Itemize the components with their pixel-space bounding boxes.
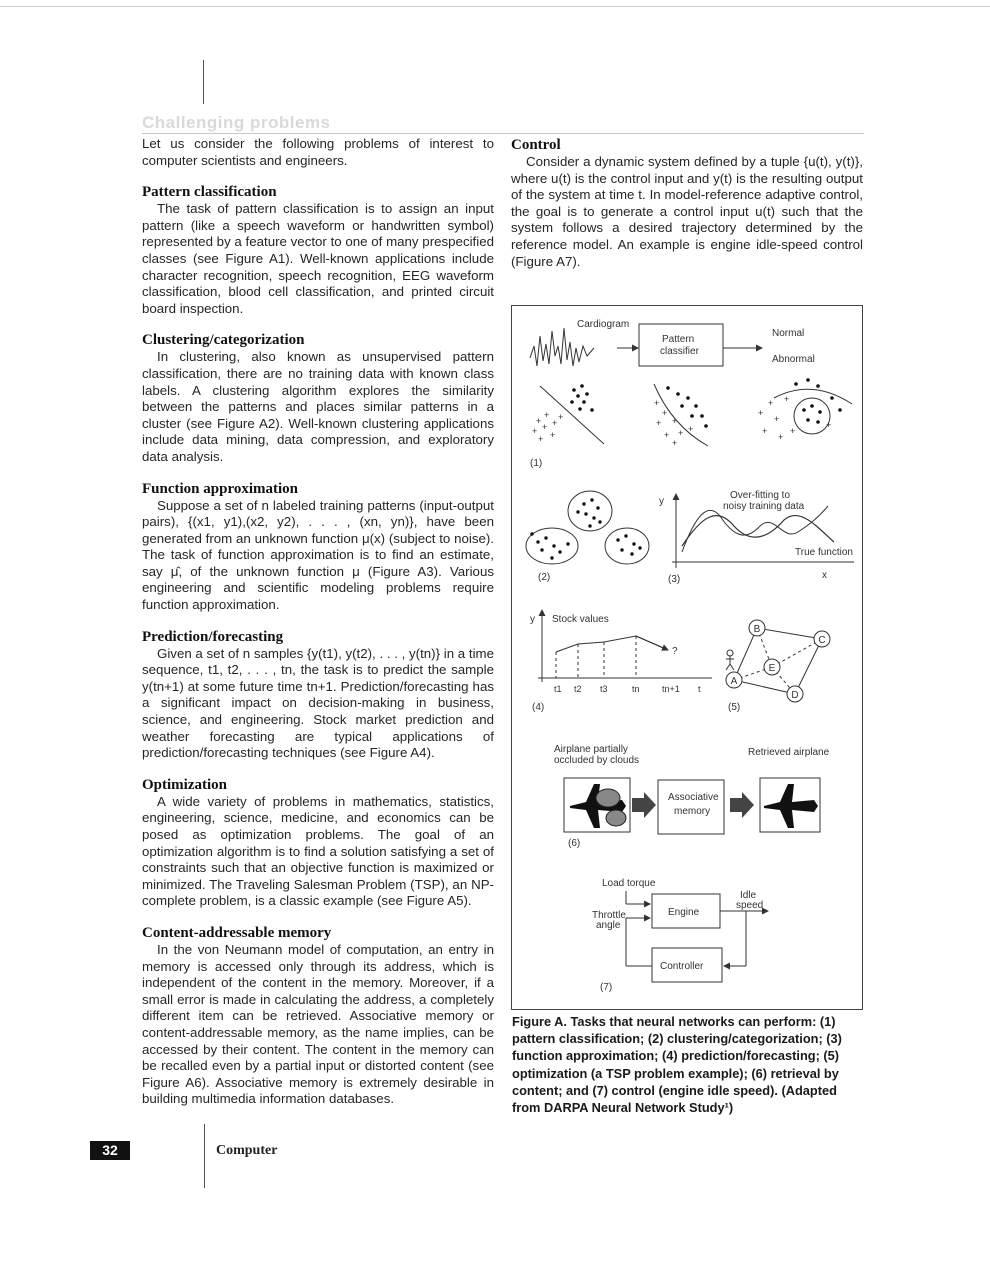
heading-rule (142, 133, 864, 134)
panel-5-tsp (726, 620, 830, 713)
crop-mark-top (203, 60, 204, 104)
panel-2-clustering (526, 491, 649, 583)
y-axis-label-stock: y (530, 614, 535, 625)
journal-name: Computer (216, 1143, 278, 1158)
svg-text:D: D (791, 690, 799, 701)
prediction-question-mark: ? (672, 646, 678, 657)
paragraph-function-approximation: Suppose a set of n labeled training patterns (input-output pairs), {(x1, y1),(x2, y2), . . . , (xn, yn)}, have been generated from an unknown function μ(x) (subject to noise). The task of function approximation is to find an estimate, say μ̂, of the unknown function μ (Figure A3). Various engineering and scientific modeling problems require function approximation. (142, 497, 494, 613)
heading-prediction: Prediction/forecasting (142, 628, 284, 645)
panel-label-1: (1) (530, 458, 543, 469)
retrieved-airplane-icon (764, 784, 818, 828)
svg-text:B: B (753, 624, 761, 635)
svg-text:t2: t2 (574, 684, 582, 694)
paragraph-control: Consider a dynamic system defined by a tuple {u(t), y(t)}, where u(t) is the control input and y(t) is the resulting output of the system at time t. In model-reference adaptive control, the goal is to generate a control input u(t) such that the system follows a desired trajectory determined by the reference model. An example is engine idle-speed control (Figure A7). (511, 154, 863, 269)
heading-optimization: Optimization (142, 776, 227, 793)
top-rule (0, 6, 990, 7)
paragraph-clustering: In clustering, also known as unsupervised pattern classification, there are no training data with known class labels. A clustering algorithm explores the similarity between the patterns and places similar patterns in a cluster (see Figure A2). Well-known clustering applications include data mining, data compression, and exploratory data analysis. (142, 349, 494, 464)
svg-text:+: + (550, 430, 556, 440)
paragraph-pattern-classification: The task of pattern classification is to assign an input pattern (like a speech waveform or handwritten symbol) represented by a feature vector to one of many prespecified classes (see Figure A1). Well-known applications include character recognition, speech recognition, EEG waveform classification, blood cell classification, and printed circuit board inspection. (142, 201, 494, 316)
svg-text:+: + (552, 418, 558, 428)
svg-text:+: + (778, 432, 784, 442)
left-column (142, 136, 494, 1108)
salesman-icon (726, 650, 734, 670)
engine-label: Engine (668, 907, 700, 918)
retrieved-label: Retrieved airplane (748, 747, 830, 758)
stock-time-ticks (554, 684, 701, 694)
stock-values-label: Stock values (552, 614, 609, 625)
svg-text:+: + (768, 398, 774, 408)
svg-text:t: t (698, 684, 701, 694)
controller-label: Controller (660, 961, 704, 972)
figure-caption: Figure A. Tasks that neural networks can perform: (1) pattern classification; (2) clustering/categorization; (3) function approximation; (4) prediction/forecasting; (5) optimization (a TSP problem example); (6) retrieval by content; and (7) control (engine idle speed). (Adapted from DARPA Neural Network Study¹) (512, 1014, 842, 1116)
paragraph-prediction: Given a set of n samples {y(t1), y(t2), . . . , y(tn)} in a time sequence, t1, t2, . . . , tn, the task is to predict the sample y(tn+1) at some future time tn+1. Prediction/forecasting has a significant impact on decision-making in business, science, and engineering. Stock market prediction and weather forecasting are typical applications of prediction/forecasting techniques (see Figure A4). (142, 645, 494, 761)
svg-text:+: + (758, 408, 764, 418)
true-function-label: True function (795, 547, 853, 558)
arrow-from-memory-icon (730, 792, 754, 818)
arrow-to-memory-icon (632, 792, 656, 818)
abnormal-label: Abnormal (772, 354, 815, 365)
memory-label-2: memory (674, 806, 711, 817)
classifier-label-2: classifier (660, 346, 699, 357)
section-heading: Challenging problems (142, 113, 331, 132)
figure-a (511, 305, 863, 1010)
svg-text:+: + (662, 408, 668, 418)
prediction-arrow (636, 636, 668, 650)
svg-text:+: + (544, 410, 550, 420)
overfit-label-1: Over-fitting to (730, 490, 791, 501)
intro-paragraph: Let us consider the following problems of interest to computer scientists and engineers. (142, 136, 494, 168)
figure-a-diagram (512, 306, 864, 1011)
classifier-box (639, 324, 723, 366)
svg-text:+: + (672, 416, 678, 426)
panel-1-pattern-classification (530, 319, 852, 469)
svg-text:+: + (532, 426, 538, 436)
normal-label: Normal (772, 328, 805, 339)
svg-text:tn+1: tn+1 (662, 684, 680, 694)
page-number: 32 (90, 1141, 130, 1160)
paragraph-optimization: A wide variety of problems in mathematics, statistics, engineering, science, medicine, and economics can be posed as optimization problems. The goal of an optimization algorithm is to find a solution satisfying a set of constraints such that an objective function is maximized or minimized. The Traveling Salesman Problem (TSP), an NP-complete problem, is a classic example (see Figure A5). (142, 793, 494, 909)
svg-text:+: + (542, 422, 548, 432)
svg-text:+: + (774, 414, 780, 424)
memory-label-1: Associative (668, 792, 719, 803)
svg-text:tn: tn (632, 684, 640, 694)
panel-label-2: (2) (538, 572, 551, 583)
svg-text:E: E (768, 663, 776, 674)
right-column (511, 136, 863, 270)
heading-control: Control (511, 137, 561, 153)
heading-content-addressable-memory: Content-addressable memory (142, 924, 332, 941)
panel-label-6: (6) (568, 838, 581, 849)
x-axis-label-function: x (822, 570, 827, 581)
cardiogram-waveform (530, 328, 594, 366)
panel-label-7: (7) (600, 982, 613, 993)
throttle-label-2: angle (596, 920, 621, 931)
true-function-curve (682, 516, 834, 546)
svg-text:+: + (678, 428, 684, 438)
stock-line (556, 636, 668, 652)
cluster-ellipse-3 (605, 528, 649, 564)
scatter-nonlinear-separator (654, 384, 708, 448)
svg-text:+: + (826, 420, 832, 430)
svg-text:+: + (536, 416, 542, 426)
y-axis-label-function: y (659, 496, 664, 507)
cardiogram-label: Cardiogram (577, 319, 630, 330)
svg-text:t3: t3 (600, 684, 608, 694)
occluded-label-1: Airplane partially (554, 744, 628, 755)
overfit-label-2: noisy training data (723, 501, 805, 512)
svg-text:+: + (664, 430, 670, 440)
paragraph-content-addressable-memory: In the von Neumann model of computation, an entry in memory is accessed only through its address, which is independent of the content in the memory. Moreover, if a small error is made in calculating the address, a completely different item can be retrieved. Associative memory or content-addressable memory, as the name implies, can be accessed by their content. The content in the memory can be recalled even by a partial input or distorted content (see Figure A6). Associative memory is extremely desirable in building multimedia information databases. (142, 941, 494, 1107)
svg-text:A: A (730, 676, 738, 687)
svg-text:C: C (818, 635, 826, 646)
svg-text:+: + (654, 398, 660, 408)
svg-text:+: + (656, 418, 662, 428)
heading-pattern-classification: Pattern classification (142, 184, 277, 201)
classifier-label-1: Pattern (662, 334, 695, 345)
panel-label-5: (5) (728, 702, 741, 713)
panel-6-associative-memory (554, 744, 830, 849)
idle-speed-label-2: speed (736, 900, 764, 911)
svg-text:t1: t1 (554, 684, 562, 694)
svg-text:+: + (672, 438, 678, 448)
panel-label-3: (3) (668, 574, 681, 585)
load-torque-label: Load torque (602, 878, 656, 889)
svg-text:+: + (538, 434, 544, 444)
scatter-circular-separator (758, 378, 852, 442)
throttle-label-1: Throttle (592, 910, 626, 921)
idle-speed-label-1: Idle (740, 890, 757, 901)
svg-text:+: + (784, 394, 790, 404)
cluster-points (530, 498, 641, 559)
scatter-linear-separator (532, 384, 604, 444)
panel-4-prediction (530, 610, 712, 713)
heading-function-approximation: Function approximation (142, 480, 298, 497)
svg-text:+: + (688, 424, 694, 434)
svg-text:+: + (762, 426, 768, 436)
panel-3-function-approximation (659, 490, 854, 585)
crop-mark-bottom (204, 1124, 205, 1188)
svg-text:+: + (790, 426, 796, 436)
svg-text:+: + (558, 412, 564, 422)
overfit-curve (682, 506, 828, 552)
occluded-label-2: occluded by clouds (554, 755, 640, 766)
panel-label-4: (4) (532, 702, 545, 713)
panel-7-control (592, 878, 768, 993)
heading-clustering: Clustering/categorization (142, 332, 305, 349)
